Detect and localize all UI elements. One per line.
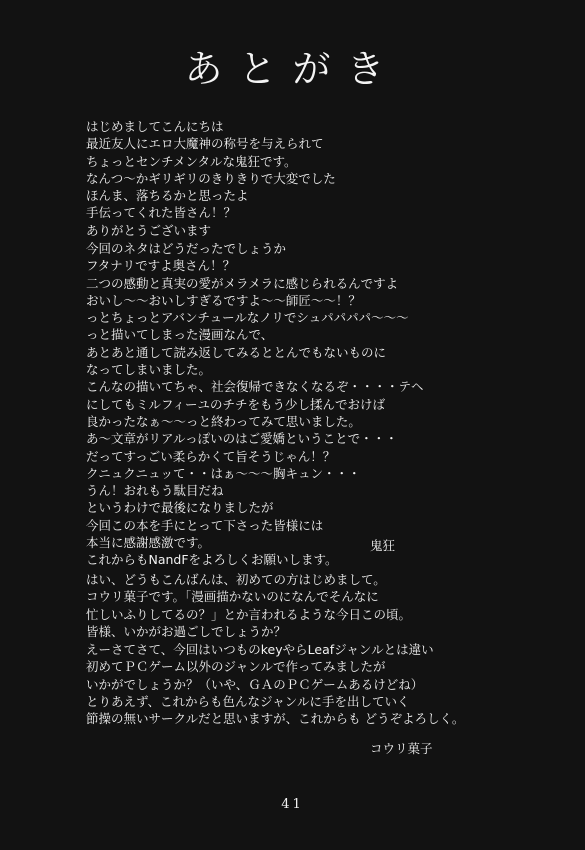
text-line: コウリ菓子です。「漫画描かないのになんでそんなに <box>86 589 379 605</box>
text-line: 忙しいふりしてるの？」とか言われるような今日この頃。 <box>86 606 412 622</box>
text-line: 今回この本を手にとって下さった皆様には <box>86 517 324 533</box>
text-line: なってしまいました。 <box>86 362 212 378</box>
text-line: 二つの感動と真実の愛がメラメラに感じられるんですよ <box>86 275 399 291</box>
text-line: あ～文章がリアルっぽいのはご愛嬌ということで・・・ <box>86 431 398 447</box>
text-line: ちょっとセンチメンタルな鬼狂です。 <box>86 153 297 169</box>
text-line: おいし～～おいしすぎるですよ～～師匠～～！？ <box>86 292 361 308</box>
page-title: あとがき <box>184 47 401 91</box>
text-line: っとちょっとアバンチュールなノリでシュパパパパ～～～ <box>86 310 409 326</box>
text-line: 皆様、いかがお過ごしでしょうか？ <box>86 623 287 639</box>
afterword-paragraph-1 <box>86 118 526 239</box>
afterword-paragraph-3 <box>86 571 526 640</box>
text-line: こんなの描いてちゃ、社会復帰できなくなるぞ・・・・テヘ <box>86 379 424 395</box>
text-line: なんつ～かギリギリのきりきりで大変でした <box>86 170 336 186</box>
text-line: クニュクニュッて・・はぁ～～～胸キュン・・・ <box>86 465 361 481</box>
text-line: いかがでしょうか？（いや、ＧＡのＰＣゲームあるけどね） <box>86 676 424 692</box>
text-line: えーさてさて、今回はいつものkeyやらLeafジャンルとは違い <box>86 642 434 657</box>
text-line: ほんま、落ちるかと思ったよ <box>86 188 249 204</box>
author-signature-2: コウリ菓子 <box>370 741 433 756</box>
text-line: にしてもミルフィーユのチチをもう少し揉んでおけば <box>86 396 386 412</box>
text-line: だってすっごい柔らかくて旨そうじゃん！？ <box>86 448 336 464</box>
text-line: っと描いてしまった漫画なんで、 <box>86 327 274 343</box>
text-line: 最近友人にエロ大魔神の称号を与えられて <box>86 136 324 152</box>
text-line: 手伝ってくれた皆さん！？ <box>86 205 237 221</box>
text-line: とりあえず、これからも色んなジャンルに手を出していく <box>86 693 410 709</box>
text-line: あとあと通して読み返してみるととんでもないものに <box>86 344 387 360</box>
text-line: 良かったなぁ～～っと終わってみて思いました。 <box>86 413 361 429</box>
text-line: 本当に感謝感激です。 <box>86 535 211 551</box>
text-line: 節操の無いサークルだと思いますが、これからも どうぞよろしく。 <box>86 711 465 727</box>
text-line: 初めてＰＣゲーム以外のジャンルで作ってみましたが <box>86 659 386 675</box>
text-line: はじめましてこんにちは <box>86 119 224 134</box>
author-signature-1: 鬼狂 <box>370 538 396 553</box>
afterword-paragraph-2 <box>86 240 526 569</box>
afterword-paragraph-4 <box>86 641 526 727</box>
text-line: 今回のネタはどうだったでしょうか <box>86 241 287 256</box>
text-line: うん！おれもう駄目だね <box>86 483 224 499</box>
text-line: というわけで最後になりましたが <box>86 500 274 516</box>
text-line: はい、どうもこんばんは、初めての方はじめまして。 <box>86 572 386 587</box>
text-line: ありがとうございます <box>86 222 212 238</box>
page-number: 41 <box>281 797 304 812</box>
text-line: これからもNandFをよろしくお願いします。 <box>86 552 338 568</box>
text-line: フタナリですよ奥さん！？ <box>86 258 236 274</box>
